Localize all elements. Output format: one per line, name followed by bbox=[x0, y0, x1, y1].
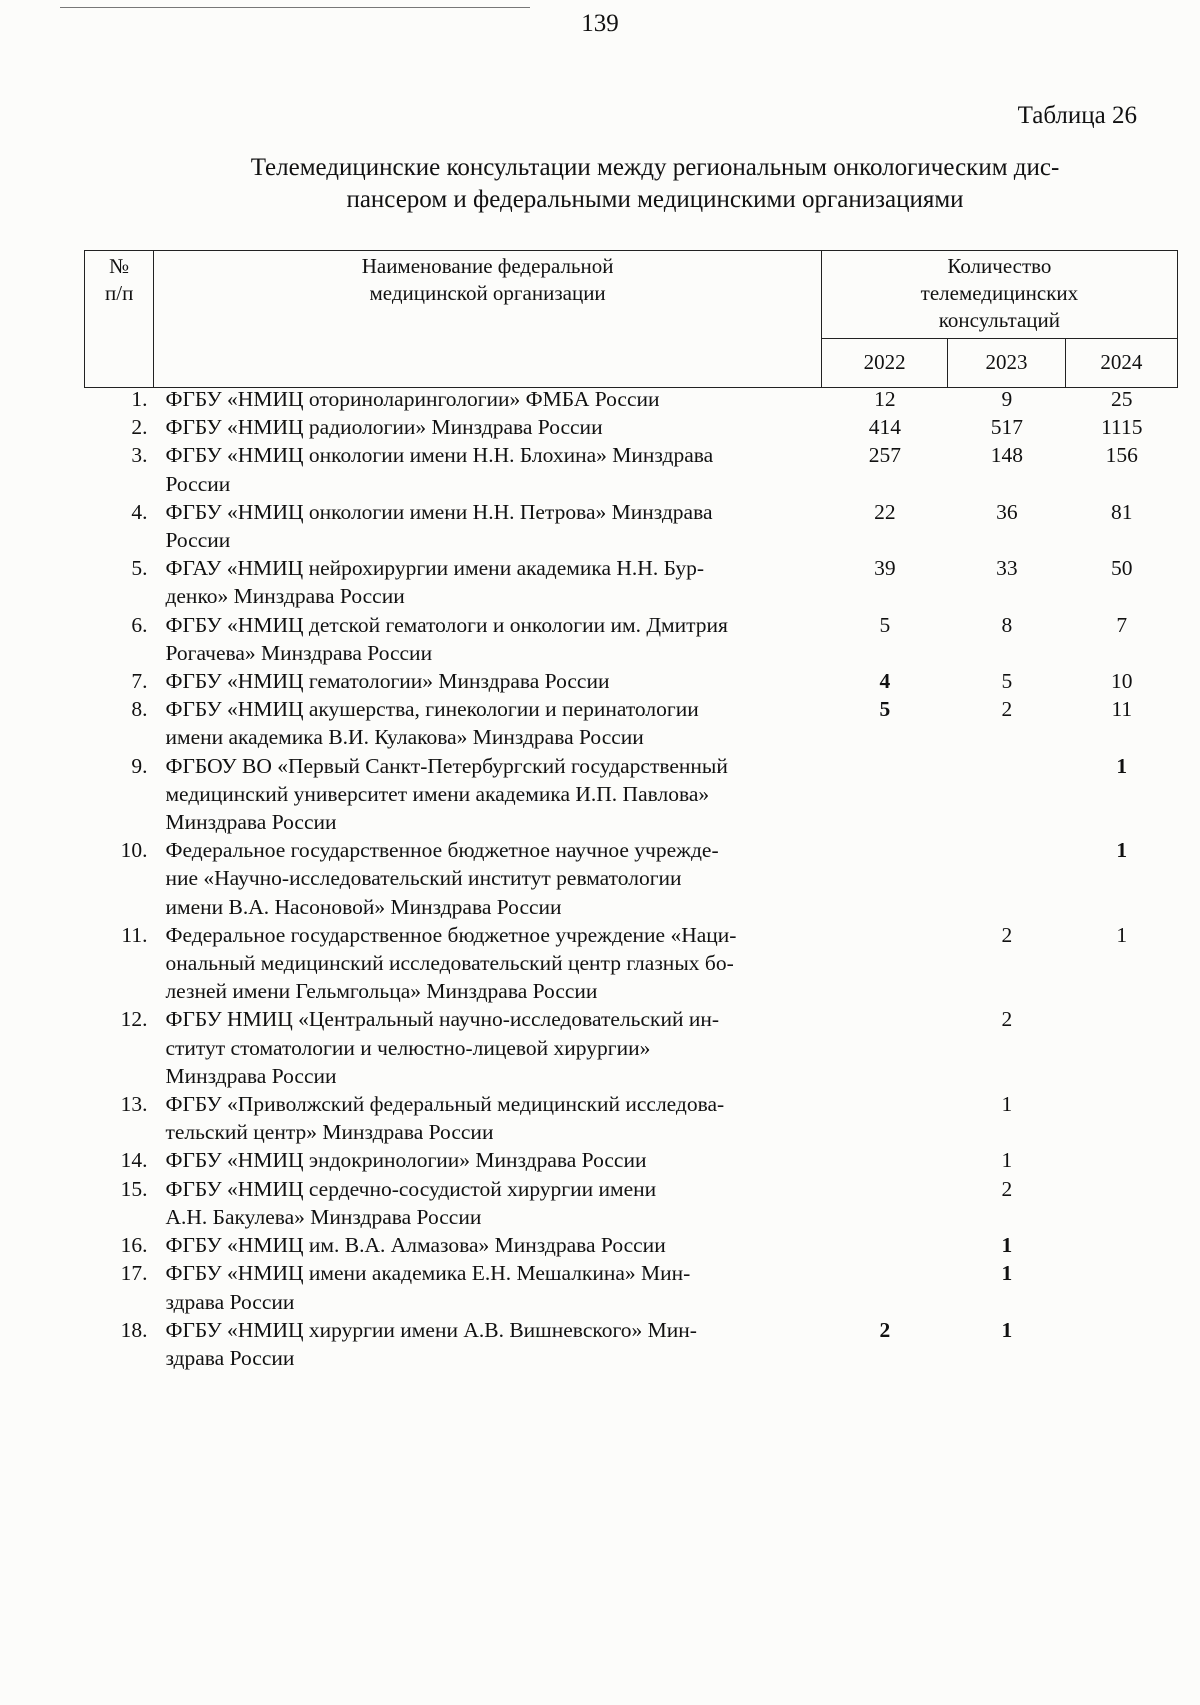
row-number: 12. bbox=[120, 1007, 148, 1032]
row-value-2023: 2 bbox=[1001, 697, 1013, 722]
table-row bbox=[84, 752, 1178, 837]
organization-name-line: ФГБУ «НМИЦ радиологии» Минздрава России bbox=[165, 415, 603, 440]
row-value-2022: 5 bbox=[879, 612, 891, 637]
row-value-2024: 81 bbox=[1111, 499, 1133, 524]
row-value-2022: 5 bbox=[879, 697, 891, 722]
header-count-cell bbox=[821, 251, 1177, 339]
row-organization-name bbox=[153, 385, 821, 413]
title-line: пансером и федеральными медицинскими организациями bbox=[346, 186, 964, 213]
table-row bbox=[84, 836, 1178, 921]
row-value-2024 bbox=[1066, 1316, 1178, 1372]
organization-name-line: медицинский университет имени академика И.П. Павлова» bbox=[165, 781, 710, 806]
organization-name-line: ФГБУ «НМИЦ онкологии имени Н.Н. Петрова» Минздрава bbox=[165, 499, 713, 524]
row-value-2023: 9 bbox=[1001, 387, 1013, 411]
row-value-2024 bbox=[1066, 1146, 1178, 1174]
row-value-2022 bbox=[821, 1259, 948, 1315]
title-line: Телемедицинские консультации между региональным онкологическим дис- bbox=[250, 154, 1060, 181]
row-organization-name bbox=[153, 836, 821, 921]
row-value-2022: 414 bbox=[868, 415, 901, 440]
organization-name-line: денко» Минздрава России bbox=[165, 584, 405, 609]
row-number: 18. bbox=[120, 1317, 148, 1342]
organization-name-line: Рогачева» Минздрава России bbox=[165, 640, 433, 665]
organization-name-line: имени В.А. Насоновой» Минздрава России bbox=[165, 894, 562, 919]
row-organization-name bbox=[153, 1175, 821, 1231]
table-row bbox=[84, 921, 1178, 1006]
organization-name-line: ние «Научно-исследовательский институт ревматологии bbox=[165, 866, 682, 891]
row-value-2023: 1 bbox=[1001, 1317, 1013, 1342]
row-organization-name bbox=[153, 1316, 821, 1372]
table-row bbox=[84, 1231, 1178, 1259]
row-number: 17. bbox=[120, 1261, 148, 1286]
header-year-2024: 2024 bbox=[1065, 338, 1177, 387]
table-title bbox=[175, 152, 1135, 216]
table-header bbox=[84, 250, 1178, 388]
header-name-line: Наименование федеральной bbox=[361, 254, 614, 278]
header-number-abbrev: п/п bbox=[105, 281, 134, 305]
organization-name-line: ональный медицинский исследовательский центр глазных бо- bbox=[165, 951, 734, 976]
row-value-2022 bbox=[821, 921, 948, 1006]
table-row bbox=[84, 695, 1178, 751]
row-value-2023: 36 bbox=[996, 499, 1018, 524]
row-number: 7. bbox=[131, 669, 148, 694]
organization-name-line: ФГАУ «НМИЦ нейрохирургии имени академика Н.Н. Бур- bbox=[165, 556, 705, 581]
organization-name-line: ФГБУ «НМИЦ эндокринологии» Минздрава России bbox=[165, 1148, 647, 1173]
header-number-cell bbox=[85, 251, 154, 388]
table-row bbox=[84, 498, 1178, 554]
organization-name-line: ФГБУ «НМИЦ им. В.А. Алмазова» Минздрава России bbox=[165, 1233, 666, 1258]
table-row bbox=[84, 413, 1178, 441]
row-number: 13. bbox=[120, 1092, 148, 1117]
row-value-2023: 1 bbox=[1001, 1261, 1013, 1286]
row-organization-name bbox=[153, 667, 821, 695]
organization-name-line: Федеральное государственное бюджетное учреждение «Наци- bbox=[165, 922, 737, 947]
table-body bbox=[84, 385, 1178, 1372]
row-value-2022: 22 bbox=[874, 499, 896, 524]
row-value-2023: 517 bbox=[990, 415, 1023, 440]
row-number: 2. bbox=[131, 415, 148, 440]
row-value-2023: 1 bbox=[1001, 1148, 1013, 1173]
header-name-cell bbox=[154, 251, 821, 388]
row-organization-name bbox=[153, 695, 821, 751]
row-number: 14. bbox=[120, 1148, 148, 1173]
row-organization-name bbox=[153, 1146, 821, 1174]
organization-name-line: здрава России bbox=[165, 1289, 295, 1314]
organization-name-line: лезней имени Гельмгольца» Минздрава России bbox=[165, 979, 598, 1004]
row-number: 4. bbox=[131, 499, 148, 524]
header-count-line: телемедицинских bbox=[920, 281, 1079, 305]
row-value-2022 bbox=[821, 1005, 948, 1090]
header-year-2022: 2022 bbox=[821, 338, 948, 387]
row-value-2024: 7 bbox=[1116, 612, 1128, 637]
row-number: 6. bbox=[131, 612, 148, 637]
row-value-2023 bbox=[948, 836, 1065, 921]
row-number: 10. bbox=[120, 838, 148, 863]
table-row bbox=[84, 667, 1178, 695]
row-value-2024 bbox=[1066, 1005, 1178, 1090]
header-count-line: Количество bbox=[947, 254, 1052, 278]
table-row bbox=[84, 1146, 1178, 1174]
row-value-2024: 10 bbox=[1111, 669, 1133, 694]
organization-name-line: России bbox=[165, 471, 231, 496]
table-row bbox=[84, 1090, 1178, 1146]
row-number: 9. bbox=[131, 753, 148, 778]
organization-name-line: здрава России bbox=[165, 1345, 295, 1370]
organization-name-line: ФГБОУ ВО «Первый Санкт-Петербургский государственный bbox=[165, 753, 728, 778]
row-number: 11. bbox=[121, 922, 148, 947]
row-value-2024: 1115 bbox=[1101, 415, 1143, 440]
table-row bbox=[84, 1259, 1178, 1315]
organization-name-line: ФГБУ «НМИЦ оториноларингологии» ФМБА России bbox=[165, 387, 660, 411]
row-value-2023: 5 bbox=[1001, 669, 1013, 694]
row-value-2022 bbox=[821, 836, 948, 921]
table-row bbox=[84, 1175, 1178, 1231]
row-organization-name bbox=[153, 921, 821, 1006]
organization-name-line: тельский центр» Минздрава России bbox=[165, 1120, 494, 1145]
organization-name-line: ФГБУ «НМИЦ сердечно-сосудистой хирургии имени bbox=[165, 1176, 657, 1201]
organization-name-line: Федеральное государственное бюджетное научное учрежде- bbox=[165, 838, 719, 863]
table-row bbox=[84, 385, 1178, 413]
table-row bbox=[84, 441, 1178, 497]
row-value-2024: 50 bbox=[1111, 556, 1133, 581]
row-value-2024: 11 bbox=[1111, 697, 1133, 722]
organization-name-line: ФГБУ «НМИЦ акушерства, гинекологии и перинатологии bbox=[165, 697, 699, 722]
table-row bbox=[84, 554, 1178, 610]
row-value-2023: 2 bbox=[1001, 1176, 1013, 1201]
row-number: 1. bbox=[131, 387, 148, 411]
top-rule bbox=[60, 7, 530, 8]
row-number: 3. bbox=[131, 443, 148, 468]
table-label: Таблица 26 bbox=[1017, 102, 1137, 129]
header-count-line: консультаций bbox=[938, 308, 1061, 332]
row-value-2022 bbox=[821, 1175, 948, 1231]
row-organization-name bbox=[153, 1005, 821, 1090]
row-value-2023 bbox=[948, 752, 1065, 837]
row-value-2023: 1 bbox=[1001, 1092, 1013, 1117]
row-number: 8. bbox=[131, 697, 148, 722]
row-value-2023: 1 bbox=[1001, 1233, 1013, 1258]
organization-name-line: ФГБУ «НМИЦ хирургии имени А.В. Вишневского» Мин- bbox=[165, 1317, 697, 1342]
row-organization-name bbox=[153, 554, 821, 610]
row-value-2022: 4 bbox=[879, 669, 891, 694]
row-value-2023: 8 bbox=[1001, 612, 1013, 637]
row-value-2024: 25 bbox=[1111, 387, 1133, 411]
row-value-2022: 12 bbox=[874, 387, 896, 411]
header-name-line: медицинской организации bbox=[369, 281, 606, 305]
table-row bbox=[84, 1316, 1178, 1372]
row-number: 15. bbox=[120, 1176, 148, 1201]
organization-name-line: ФГБУ «Приволжский федеральный медицинский исследова- bbox=[165, 1092, 725, 1117]
row-value-2022 bbox=[821, 1146, 948, 1174]
row-value-2022: 39 bbox=[874, 556, 896, 581]
row-value-2022 bbox=[821, 752, 948, 837]
table-row bbox=[84, 1005, 1178, 1090]
organization-name-line: России bbox=[165, 528, 231, 553]
organization-name-line: ФГБУ «НМИЦ онкологии имени Н.Н. Блохина» Минздрава bbox=[165, 443, 714, 468]
row-value-2022 bbox=[821, 1231, 948, 1259]
row-value-2023: 2 bbox=[1001, 922, 1013, 947]
row-number: 16. bbox=[120, 1233, 148, 1258]
row-value-2022: 257 bbox=[868, 443, 901, 468]
row-value-2023: 33 bbox=[996, 556, 1018, 581]
row-value-2024: 1 bbox=[1116, 753, 1128, 778]
row-organization-name bbox=[153, 441, 821, 497]
table-row bbox=[84, 611, 1178, 667]
row-value-2024 bbox=[1066, 1231, 1178, 1259]
row-organization-name bbox=[153, 1259, 821, 1315]
row-value-2023: 148 bbox=[990, 443, 1023, 468]
organization-name-line: ститут стоматологии и челюстно-лицевой хирургии» bbox=[165, 1035, 651, 1060]
row-organization-name bbox=[153, 498, 821, 554]
row-number: 5. bbox=[131, 556, 148, 581]
row-value-2022 bbox=[821, 1090, 948, 1146]
organization-name-line: ФГБУ НМИЦ «Центральный научно-исследовательский ин- bbox=[165, 1007, 720, 1032]
row-organization-name bbox=[153, 413, 821, 441]
row-value-2024 bbox=[1066, 1259, 1178, 1315]
row-value-2024 bbox=[1066, 1090, 1178, 1146]
organization-name-line: ФГБУ «НМИЦ гематологии» Минздрава России bbox=[165, 669, 610, 694]
header-number-symbol: № bbox=[109, 254, 130, 278]
row-value-2024: 1 bbox=[1116, 838, 1128, 863]
row-organization-name bbox=[153, 1231, 821, 1259]
row-organization-name bbox=[153, 1090, 821, 1146]
organization-name-line: Минздрава России bbox=[165, 1063, 337, 1088]
row-organization-name bbox=[153, 611, 821, 667]
row-value-2024: 156 bbox=[1105, 443, 1138, 468]
row-value-2024: 1 bbox=[1116, 922, 1128, 947]
organization-name-line: имени академика В.И. Кулакова» Минздрава России bbox=[165, 725, 644, 750]
row-value-2023: 2 bbox=[1001, 1007, 1013, 1032]
header-year-2023: 2023 bbox=[948, 338, 1065, 387]
row-organization-name bbox=[153, 752, 821, 837]
organization-name-line: Минздрава России bbox=[165, 810, 337, 835]
organization-name-line: ФГБУ «НМИЦ имени академика Е.Н. Мешалкина» Мин- bbox=[165, 1261, 691, 1286]
row-value-2024 bbox=[1066, 1175, 1178, 1231]
organization-name-line: А.Н. Бакулева» Минздрава России bbox=[165, 1204, 482, 1229]
organization-name-line: ФГБУ «НМИЦ детской гематологи и онкологии им. Дмитрия bbox=[165, 612, 728, 637]
page-number: 139 bbox=[581, 10, 619, 37]
row-value-2022: 2 bbox=[879, 1317, 891, 1342]
